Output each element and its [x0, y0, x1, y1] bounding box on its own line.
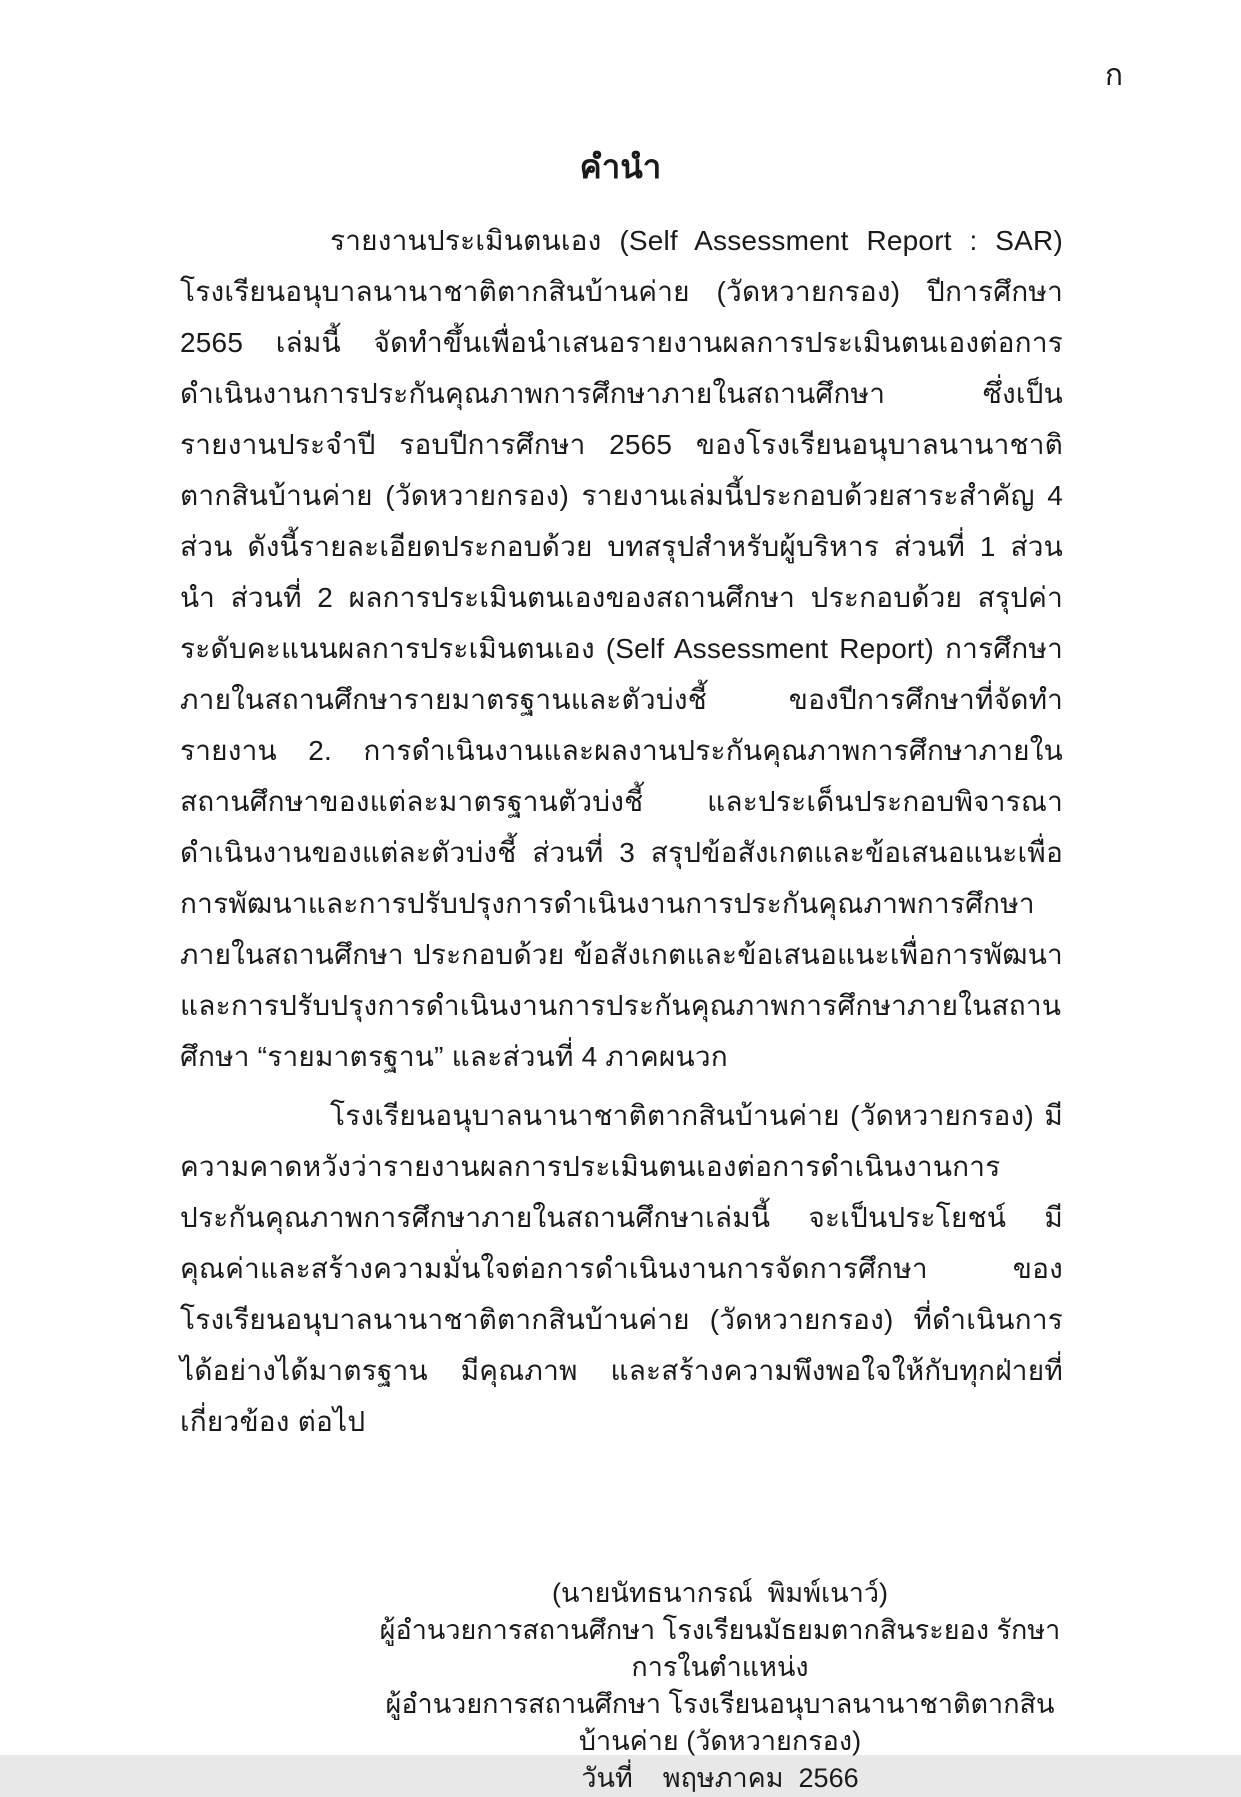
signature-block	[370, 1575, 1070, 1797]
signature-name: (นายนัทธนากรณ์ พิมพ์เนาว์)	[551, 1577, 889, 1608]
preface-paragraph-1: รายงานประเมินตนเอง (Self Assessment Report : SAR) โรงเรียนอนุบาลนานาชาติตากสินบ้านค่าย (วัดหวายกรอง) ปีการศึกษา 2565 เล่มนี้ จัดทำขึ้นเพื่อนำเสนอรายงานผลการประเมินตนเองต่อการดำเนินงานการประกันคุณภาพการศึกษาภายในสถานศึกษา ซึ่งเป็นรายงานประจำปี รอบปีการศึกษา 2565 ของโรงเรียนอนุบาลนานาชาติตากสินบ้านค่าย (วัดหวายกรอง) รายงานเล่มนี้ประกอบด้วยสาระสำคัญ 4 ส่วน ดังนี้รายละเอียดประกอบด้วย บทสรุปสำหรับผู้บริหาร ส่วนที่ 1 ส่วนนำ ส่วนที่ 2 ผลการประเมินตนเองของสถานศึกษา ประกอบด้วย สรุปค่าระดับคะแนนผลการประเมินตนเอง (Self Assessment Report) การศึกษาภายในสถานศึกษารายมาตรฐานและตัวบ่งชี้ ของปีการศึกษาที่จัดทำรายงาน 2. การดำเนินงานและผลงานประกันคุณภาพการศึกษาภายในสถานศึกษาของแต่ละมาตรฐานตัวบ่งชี้ และประเด็นประกอบพิจารณาดำเนินงานของแต่ละตัวบ่งชี้ ส่วนที่ 3 สรุปข้อสังเกตและข้อเสนอแนะเพื่อการพัฒนาและการปรับปรุงการดำเนินงานการประกันคุณภาพการศึกษาภายในสถานศึกษา ประกอบด้วย ข้อสังเกตและข้อเสนอแนะเพื่อการพัฒนาและการปรับปรุงการดำเนินงานการประกันคุณภาพการศึกษาภายในสถานศึกษา “รายมาตรฐาน” และส่วนที่ 4 ภาคผนวก	[180, 224, 1063, 1072]
page-body	[180, 215, 1063, 1797]
page-title: คำนำ	[579, 148, 662, 185]
page-number: ก	[1104, 59, 1123, 92]
signature-date: วันที่ พฤษภาคม 2566	[581, 1762, 859, 1793]
signature-position-line-2: ผู้อำนวยการสถานศึกษา โรงเรียนอนุบาลนานาชาติตากสินบ้านค่าย (วัดหวายกรอง)	[385, 1688, 1055, 1756]
preface-paragraph-2: โรงเรียนอนุบาลนานาชาติตากสินบ้านค่าย (วัดหวายกรอง) มีความคาดหวังว่ารายงานผลการประเมินตนเองต่อการดำเนินงานการประกันคุณภาพการศึกษาภายในสถานศึกษาเล่มนี้ จะเป็นประโยชน์ มีคุณค่าและสร้างความมั่นใจต่อการดำเนินงานการจัดการศึกษา ของโรงเรียนอนุบาลนานาชาติตากสินบ้านค่าย (วัดหวายกรอง) ที่ดำเนินการได้อย่างได้มาตรฐาน มีคุณภาพ และสร้างความพึงพอใจให้กับทุกฝ่ายที่เกี่ยวข้อง ต่อไป	[180, 1099, 1063, 1437]
signature-position-line-1: ผู้อำนวยการสถานศึกษา โรงเรียนมัธยมตากสินระยอง รักษาการในตำแหน่ง	[379, 1614, 1061, 1682]
